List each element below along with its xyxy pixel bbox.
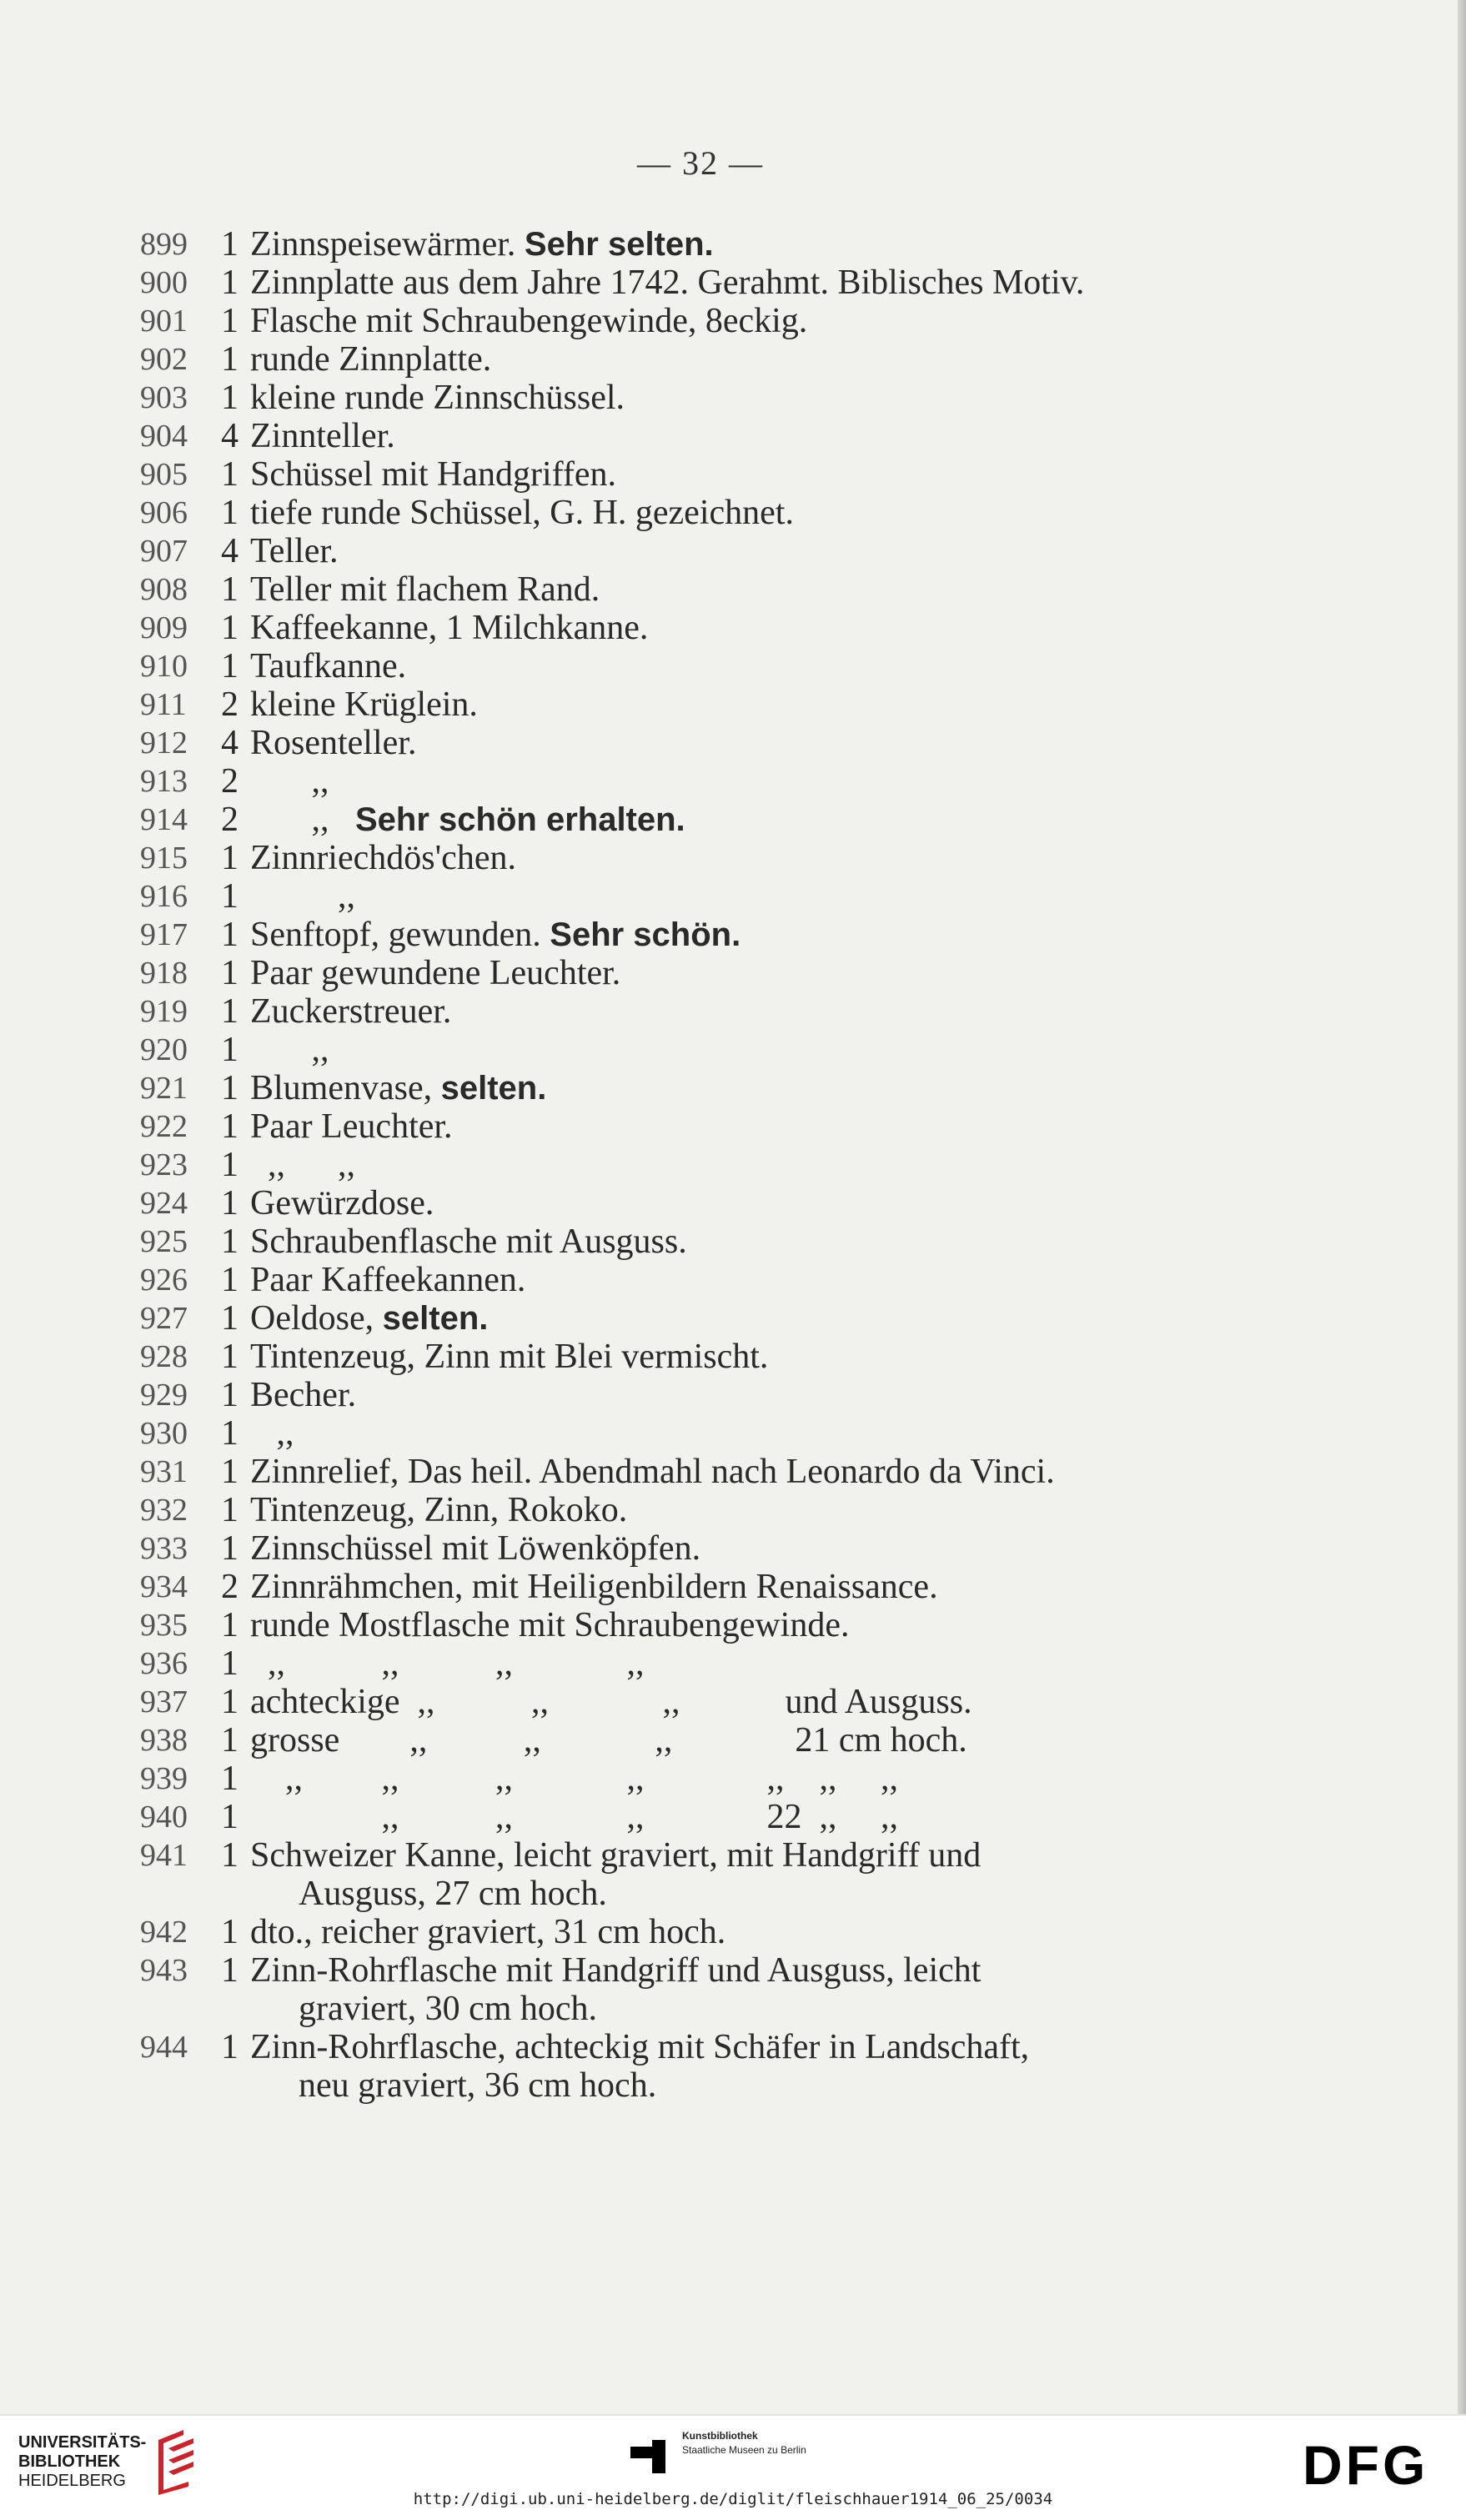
- description-text: Becher.: [250, 1376, 357, 1414]
- catalog-entry: [140, 302, 1266, 340]
- quantity: 1: [221, 1299, 238, 1338]
- kb-line1: Kunstbibliothek: [682, 2430, 758, 2442]
- dfg-logo: DFG: [1303, 2434, 1429, 2496]
- description-text: Paar Leuchter.: [250, 1107, 453, 1146]
- lot-number: 944: [140, 2030, 188, 2065]
- lot-description: [250, 1491, 1266, 1529]
- catalog-entry: [140, 685, 1266, 724]
- description-text: Taufkanne.: [250, 647, 407, 685]
- description-text: Schweizer Kanne, leicht graviert, mit Handgriff und: [250, 1836, 982, 1875]
- lot-number: 917: [140, 917, 188, 952]
- description-text: Blumenvase,: [250, 1069, 441, 1107]
- catalog-entry: [140, 1951, 1266, 2028]
- quantity: 1: [221, 570, 238, 609]
- catalog-entry: [140, 724, 1266, 762]
- lot-description: [250, 1568, 1266, 1606]
- lot-description: [250, 916, 1266, 954]
- lot-description: [250, 877, 1266, 916]
- lot-number: 915: [140, 841, 188, 876]
- description-text: Teller.: [250, 532, 339, 570]
- description-text: Oeldose,: [250, 1299, 383, 1338]
- lot-number: 919: [140, 994, 188, 1029]
- catalog-entry: [140, 1721, 1266, 1759]
- description-text: Zinnrelief, Das heil. Abendmahl nach Leonardo da Vinci.: [250, 1453, 1055, 1491]
- lot-description: [250, 1683, 1266, 1721]
- catalog-entry: [140, 1146, 1266, 1184]
- description-text: Zinnschüssel mit Löwenköpfen.: [250, 1529, 701, 1568]
- quantity: 1: [221, 1644, 238, 1683]
- description-text: Rosenteller.: [250, 724, 417, 762]
- quantity: 1: [221, 839, 238, 877]
- lot-description: [250, 992, 1266, 1031]
- lot-description: [250, 1721, 1266, 1759]
- lot-description: [250, 455, 1266, 494]
- catalog-entry: [140, 801, 1266, 839]
- emphasis-note: Sehr selten.: [524, 226, 714, 263]
- lot-description: [250, 1644, 1266, 1683]
- description-text: ,, ,, ,, ,,: [250, 1644, 645, 1683]
- lot-number: 912: [140, 725, 188, 761]
- description-text: Gewürzdose.: [250, 1184, 434, 1222]
- lot-description: [250, 2028, 1266, 2105]
- lot-number: 918: [140, 956, 188, 991]
- quantity: 2: [221, 762, 238, 801]
- lot-number: 936: [140, 1646, 188, 1681]
- lot-description: [250, 570, 1266, 609]
- catalog-entry: [140, 417, 1266, 455]
- quantity: 1: [221, 1107, 238, 1146]
- quantity: 1: [221, 1529, 238, 1568]
- description-text: runde Zinnplatte.: [250, 340, 492, 379]
- lot-number: 904: [140, 419, 188, 454]
- catalog-entry: [140, 1184, 1266, 1222]
- lot-number: 930: [140, 1416, 188, 1451]
- catalog-entry: [140, 1568, 1266, 1606]
- lot-number: 910: [140, 649, 188, 684]
- quantity: 1: [221, 379, 238, 417]
- quantity: 1: [221, 1222, 238, 1261]
- kunstbibliothek-logo-icon: [627, 2433, 670, 2477]
- quantity: 1: [221, 1606, 238, 1644]
- lot-number: 907: [140, 534, 188, 569]
- quantity: 1: [221, 1414, 238, 1453]
- catalog-entry: [140, 532, 1266, 570]
- lot-number: 922: [140, 1109, 188, 1144]
- lot-number: 935: [140, 1608, 188, 1643]
- ub-heidelberg-label: [18, 2433, 146, 2491]
- kb-line2: Staatliche Museen zu Berlin: [682, 2444, 806, 2456]
- quantity: 1: [221, 609, 238, 647]
- lot-description: [250, 340, 1266, 379]
- emphasis-note: selten.: [382, 1300, 489, 1337]
- catalog-entry: [140, 1414, 1266, 1453]
- catalog-entry: [140, 1031, 1266, 1069]
- catalog-entry: [140, 1299, 1266, 1338]
- lot-description: [250, 1338, 1266, 1376]
- lot-description: [250, 685, 1266, 724]
- quantity: 1: [221, 877, 238, 916]
- catalog-entry: [140, 494, 1266, 532]
- lot-number: 932: [140, 1493, 188, 1528]
- catalog-entry: [140, 762, 1266, 801]
- description-text: Tintenzeug, Zinn mit Blei vermischt.: [250, 1338, 769, 1376]
- description-text: Zinn-Rohrflasche mit Handgriff und Ausguss, leicht: [250, 1951, 982, 1990]
- lot-number: 938: [140, 1723, 188, 1758]
- emphasis-note: Sehr schön erhalten.: [355, 801, 685, 838]
- quantity: 2: [221, 1568, 238, 1606]
- quantity: 1: [221, 1031, 238, 1069]
- catalog-entry: [140, 609, 1266, 647]
- description-text: Paar gewundene Leuchter.: [250, 954, 621, 992]
- kunstbibliothek-label: [682, 2429, 806, 2457]
- lot-number: 925: [140, 1224, 188, 1259]
- quantity: 1: [221, 264, 238, 302]
- description-text: Teller mit flachem Rand.: [250, 570, 600, 609]
- catalog-entry: [140, 1683, 1266, 1721]
- quantity: 1: [221, 1491, 238, 1529]
- lot-description: [250, 762, 1266, 801]
- lot-description: [250, 1031, 1266, 1069]
- lot-number: 926: [140, 1263, 188, 1298]
- lot-description: [250, 609, 1266, 647]
- quantity: 1: [221, 1338, 238, 1376]
- lot-description: [250, 1913, 1266, 1951]
- permalink-url[interactable]: http://digi.ub.uni-heidelberg.de/diglit/fleischhauer1914_06_25/0034: [413, 2490, 1053, 2508]
- catalog-entry: [140, 225, 1266, 264]
- description-text: ,,: [250, 801, 355, 839]
- description-text: ,,: [250, 1414, 294, 1453]
- lot-number: 939: [140, 1761, 188, 1796]
- lot-number: 924: [140, 1186, 188, 1221]
- lot-description: [250, 839, 1266, 877]
- description-text: Senftopf, gewunden.: [250, 916, 550, 954]
- lot-number: 906: [140, 495, 188, 530]
- catalog-entry-list: [140, 225, 1266, 2105]
- quantity: 4: [221, 724, 238, 762]
- catalog-entry: [140, 1376, 1266, 1414]
- emphasis-note: Sehr schön.: [550, 916, 741, 953]
- lot-description: [250, 1184, 1266, 1222]
- lot-description: [250, 1299, 1266, 1338]
- description-text: ,, ,,: [250, 1146, 355, 1184]
- lot-number: 931: [140, 1454, 188, 1489]
- catalog-entry: [140, 570, 1266, 609]
- description-text: grosse ,, ,, ,, 21 cm hoch.: [250, 1721, 967, 1759]
- lot-number: 916: [140, 879, 188, 914]
- catalog-entry: [140, 1798, 1266, 1836]
- ub-line3: HEIDELBERG: [18, 2472, 126, 2490]
- lot-description: [250, 1146, 1266, 1184]
- lot-description: [250, 647, 1266, 685]
- description-text: Schraubenflasche mit Ausguss.: [250, 1222, 687, 1261]
- description-text: kleine Krüglein.: [250, 685, 478, 724]
- lot-description: [250, 264, 1266, 302]
- lot-description: [250, 417, 1266, 455]
- lot-description: [250, 1759, 1266, 1798]
- quantity: 1: [221, 1913, 238, 1951]
- lot-description: [250, 225, 1266, 264]
- lot-description: [250, 1798, 1266, 1836]
- lot-number: 913: [140, 764, 188, 799]
- lot-number: 928: [140, 1339, 188, 1374]
- description-text: dto., reicher graviert, 31 cm hoch.: [250, 1913, 726, 1951]
- lot-description: [250, 724, 1266, 762]
- description-text: kleine runde Zinnschüssel.: [250, 379, 625, 417]
- lot-number: 905: [140, 457, 188, 492]
- catalog-entry: [140, 647, 1266, 685]
- description-text: Zinnteller.: [250, 417, 395, 455]
- description-text: ,, ,, ,, 22 ,, ,,: [250, 1798, 898, 1836]
- quantity: 1: [221, 1069, 238, 1107]
- lot-number: 901: [140, 304, 188, 339]
- lot-description: [250, 1529, 1266, 1568]
- catalog-entry: [140, 1644, 1266, 1683]
- lot-description: [250, 801, 1266, 839]
- lot-description: [250, 532, 1266, 570]
- lot-description: [250, 1261, 1266, 1299]
- catalog-entry: [140, 1759, 1266, 1798]
- catalog-entry: [140, 1836, 1266, 1913]
- lot-description: [250, 494, 1266, 532]
- quantity: 1: [221, 494, 238, 532]
- description-text: Paar Kaffeekannen.: [250, 1261, 526, 1299]
- page-edge: [1458, 0, 1466, 2414]
- quantity: 1: [221, 1798, 238, 1836]
- catalog-entry: [140, 839, 1266, 877]
- lot-number: 921: [140, 1071, 188, 1106]
- quantity: 1: [221, 1759, 238, 1798]
- catalog-entry: [140, 2028, 1266, 2105]
- emphasis-note: selten.: [440, 1070, 547, 1107]
- description-text: Tintenzeug, Zinn, Rokoko.: [250, 1491, 628, 1529]
- lot-number: 933: [140, 1531, 188, 1566]
- lot-number: 908: [140, 572, 188, 607]
- lot-number: 900: [140, 265, 188, 300]
- quantity: 1: [221, 647, 238, 685]
- quantity: 2: [221, 685, 238, 724]
- description-text: Zinn-Rohrflasche, achteckig mit Schäfer in Landschaft,: [250, 2028, 1030, 2066]
- description-text: Zuckerstreuer.: [250, 992, 452, 1031]
- quantity: 1: [221, 1951, 238, 1990]
- lot-description: [250, 379, 1266, 417]
- lot-number: 911: [140, 687, 187, 722]
- quantity: 1: [221, 916, 238, 954]
- description-continuation: graviert, 30 cm hoch.: [299, 1990, 598, 2028]
- quantity: 1: [221, 340, 238, 379]
- catalog-entry: [140, 992, 1266, 1031]
- lot-description: [250, 954, 1266, 992]
- catalog-entry: [140, 1338, 1266, 1376]
- lot-description: [250, 1376, 1266, 1414]
- description-text: ,,: [250, 877, 355, 916]
- quantity: 1: [221, 302, 238, 340]
- lot-number: 929: [140, 1378, 188, 1413]
- description-text: Schüssel mit Handgriffen.: [250, 455, 616, 494]
- description-text: Zinnspeisewärmer.: [250, 225, 525, 264]
- catalog-entry: [140, 954, 1266, 992]
- lot-number: 943: [140, 1953, 188, 1988]
- lot-description: [250, 1414, 1266, 1453]
- quantity: 1: [221, 1376, 238, 1414]
- quantity: 1: [221, 1453, 238, 1491]
- quantity: 2: [221, 801, 238, 839]
- quantity: 1: [221, 1721, 238, 1759]
- catalog-entry: [140, 1529, 1266, 1568]
- quantity: 1: [221, 1261, 238, 1299]
- lot-description: [250, 1606, 1266, 1644]
- catalog-entry: [140, 1107, 1266, 1146]
- lot-description: [250, 1222, 1266, 1261]
- page-number: — 32 —: [637, 144, 764, 182]
- quantity: 1: [221, 455, 238, 494]
- catalog-entry: [140, 379, 1266, 417]
- description-text: Zinnrähmchen, mit Heiligenbildern Renaissance.: [250, 1568, 938, 1606]
- description-text: runde Mostflasche mit Schraubengewinde.: [250, 1606, 850, 1644]
- description-text: ,,: [250, 762, 329, 801]
- lot-number: 941: [140, 1838, 188, 1873]
- quantity: 1: [221, 954, 238, 992]
- lot-description: [250, 1069, 1266, 1107]
- description-text: Flasche mit Schraubengewinde, 8eckig.: [250, 302, 808, 340]
- catalog-entry: [140, 455, 1266, 494]
- catalog-entry: [140, 1453, 1266, 1491]
- catalog-entry: [140, 877, 1266, 916]
- catalog-entry: [140, 1222, 1266, 1261]
- quantity: 1: [221, 2028, 238, 2066]
- description-text: ,, ,, ,, ,, ,, ,, ,,: [250, 1759, 898, 1798]
- catalog-entry: [140, 1913, 1266, 1951]
- lot-number: 909: [140, 610, 188, 645]
- lot-number: 934: [140, 1569, 188, 1604]
- lot-description: [250, 302, 1266, 340]
- description-text: Kaffeekanne, 1 Milchkanne.: [250, 609, 649, 647]
- description-text: Zinnplatte aus dem Jahre 1742. Gerahmt. Biblisches Motiv.: [250, 264, 1085, 302]
- lot-number: 920: [140, 1032, 188, 1067]
- description-text: ,,: [250, 1031, 329, 1069]
- lot-number: 899: [140, 227, 188, 262]
- lot-number: 914: [140, 802, 188, 837]
- catalog-entry: [140, 340, 1266, 379]
- lot-number: 927: [140, 1301, 188, 1336]
- quantity: 1: [221, 1683, 238, 1721]
- lot-description: [250, 1107, 1266, 1146]
- description-text: achteckige ,, ,, ,, und Ausguss.: [250, 1683, 972, 1721]
- lot-number: 942: [140, 1915, 188, 1950]
- ub-line2: BIBLIOTHEK: [18, 2452, 121, 2471]
- catalog-entry: [140, 264, 1266, 302]
- description-text: tiefe runde Schüssel, G. H. gezeichnet.: [250, 494, 794, 532]
- quantity: 1: [221, 1146, 238, 1184]
- catalog-entry: [140, 1069, 1266, 1107]
- description-continuation: neu graviert, 36 cm hoch.: [299, 2066, 657, 2105]
- quantity: 1: [221, 992, 238, 1031]
- lot-number: 937: [140, 1684, 188, 1719]
- quantity: 4: [221, 532, 238, 570]
- description-continuation: Ausguss, 27 cm hoch.: [299, 1875, 607, 1913]
- quantity: 1: [221, 1836, 238, 1875]
- ub-line1: UNIVERSITÄTS-: [18, 2433, 147, 2452]
- quantity: 1: [221, 1184, 238, 1222]
- lot-number: 923: [140, 1147, 188, 1182]
- quantity: 4: [221, 417, 238, 455]
- catalog-entry: [140, 1606, 1266, 1644]
- lot-description: [250, 1836, 1266, 1913]
- catalog-entry: [140, 1491, 1266, 1529]
- catalog-entry: [140, 1261, 1266, 1299]
- lot-number: 940: [140, 1800, 188, 1835]
- lot-description: [250, 1951, 1266, 2028]
- description-text: Zinnriechdös'chen.: [250, 839, 516, 877]
- quantity: 1: [221, 225, 238, 264]
- lot-number: 902: [140, 342, 188, 377]
- lot-description: [250, 1453, 1266, 1491]
- lot-number: 903: [140, 380, 188, 415]
- catalog-entry: [140, 916, 1266, 954]
